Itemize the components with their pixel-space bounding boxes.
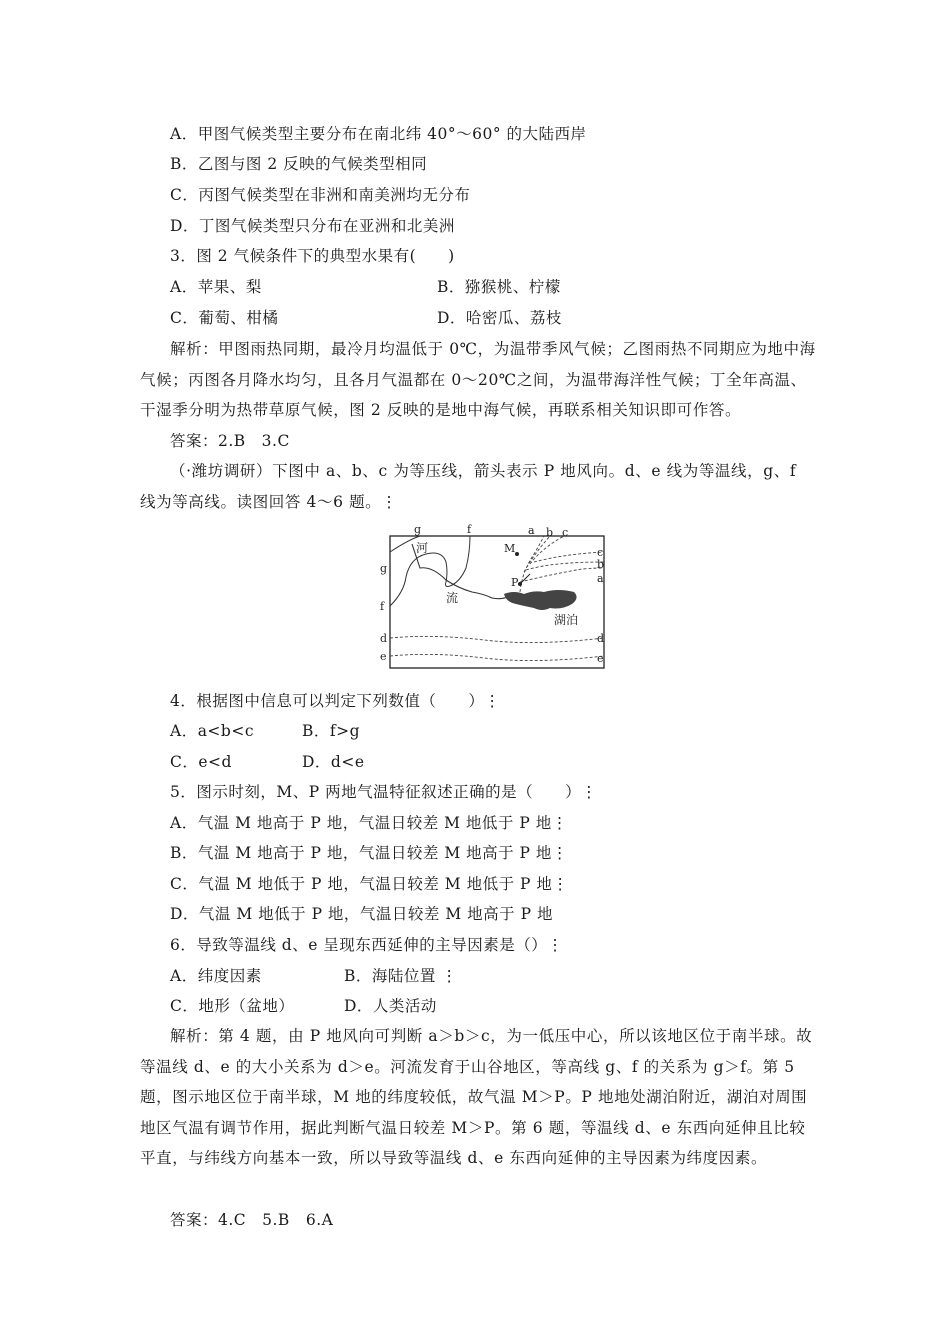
q5-option-b: B．气温 M 地高于 P 地，气温日较差 M 地高于 P 地⋮ xyxy=(170,844,568,862)
label-g-top: g xyxy=(414,523,422,536)
label-a-top: a xyxy=(528,524,535,537)
isobar-c xyxy=(530,536,564,564)
q6-option-d: D．人类活动 xyxy=(344,997,437,1015)
label-f-top: f xyxy=(467,523,472,536)
q6-option-a: A．纬度因素 xyxy=(170,967,262,985)
q2-option-a: A．甲图气候类型主要分布在南北纬 40°～60° 的大陆西岸 xyxy=(170,125,587,143)
wind-arrow xyxy=(520,574,530,584)
point-m-dot xyxy=(515,552,519,556)
q2-option-d: D．丁图气候类型只分布在亚洲和北美洲 xyxy=(170,217,455,235)
q3-option-a: A．苹果、梨 xyxy=(170,278,262,296)
q3-option-d: D．哈密瓜、荔枝 xyxy=(437,309,562,327)
q5-option-a: A．气温 M 地高于 P 地，气温日较差 M 地低于 P 地⋮ xyxy=(170,814,568,832)
isotherm-d xyxy=(390,636,604,642)
question-intro: （·潍坊调研）下图中 a、b、c 为等压线，箭头表示 P 地风向。d、e 线为等温线，g、f 线为等高线。读图回答 4～6 题。⋮ xyxy=(140,462,797,511)
analysis-q2-q3: 解析：甲图雨热同期，最冷月均温低于 0℃，为温带季风气候；乙图雨热不同期应为地中海气候；丙图各月降水均匀，且各月气温都在 0～20℃之间，为温带海洋性气候；丁全年高温、干湿季分明为热带草原气候，图 2 反映的是地中海气候，再联系相关知识即可作答。 xyxy=(140,340,816,420)
analysis-q4-q6: 解析：第 4 题，由 P 地风向可判断 a＞b＞c，为一低压中心，所以该地区位于南半球。故等温线 d、e 的大小关系为 d＞e。河流发育于山谷地区，等高线 g、f 的关系为 g＞f。第 5 题，图示地区位于南半球，M 地的纬度较低，故气温 M＞P。P 地地处湖泊附近，湖泊对周围地区气温有调节作用，据此判断气温日较差 M＞P。第 6 题，等温线 d、e 东西向延伸且比较平直，与纬线方向基本一致，所以导致等温线 d、e 东西向延伸的主导因素为纬度因素。 xyxy=(140,1027,813,1168)
label-e-left: e xyxy=(380,650,387,663)
label-p: P xyxy=(511,576,519,589)
q3-option-c: C．葡萄、柑橘 xyxy=(170,309,279,327)
q4-option-c: C．e<d xyxy=(170,753,232,771)
label-b-right: b xyxy=(597,558,605,571)
label-c-top: c xyxy=(562,526,569,539)
label-d-right: d xyxy=(597,632,605,645)
label-c-right: c xyxy=(597,546,604,559)
isobar-b xyxy=(524,536,550,572)
label-river-1: 河 xyxy=(416,541,429,555)
q3-option-b: B．猕猴桃、柠檬 xyxy=(437,278,561,296)
isobar-a-east xyxy=(520,568,604,582)
q4-option-d: D．d<e xyxy=(302,753,365,771)
q5-option-d: D．气温 M 地低于 P 地，气温日较差 M 地高于 P 地 xyxy=(170,905,553,923)
q5-option-c: C．气温 M 地低于 P 地，气温日较差 M 地低于 P 地⋮ xyxy=(170,875,569,893)
answer-q4-q6: 答案：4.C 5.B 6.A xyxy=(170,1211,334,1229)
label-a-right: a xyxy=(597,572,604,585)
isobar-isotherm-map xyxy=(374,522,610,680)
answer-q2-q3: 答案：2.B 3.C xyxy=(170,432,290,450)
label-e-right: e xyxy=(597,652,604,665)
q6-option-b: B．海陆位置 ⋮ xyxy=(344,967,458,985)
label-river-2: 流 xyxy=(446,591,459,605)
lake xyxy=(504,590,577,610)
q4-stem: 4．根据图中信息可以判定下列数值（ ）⋮ xyxy=(170,692,501,710)
q5-stem: 5．图示时刻，M、P 两地气温特征叙述正确的是（ ）⋮ xyxy=(170,783,598,801)
q6-option-c: C．地形（盆地） xyxy=(170,997,295,1015)
label-lake: 湖泊 xyxy=(554,613,579,627)
isobar-c-east xyxy=(534,552,604,562)
isobar-b-east xyxy=(526,562,604,570)
q2-option-b: B．乙图与图 2 反映的气候类型相同 xyxy=(170,155,428,173)
q2-option-c: C．丙图气候类型在非洲和南美洲均无分布 xyxy=(170,186,471,204)
label-f-left: f xyxy=(380,600,385,613)
q4-option-a: A．a<b<c xyxy=(170,722,255,740)
isotherm-e xyxy=(390,654,604,660)
q6-stem: 6．导致等温线 d、e 呈现东西延伸的主导因素是（）⋮ xyxy=(170,936,564,954)
q4-option-b: B．f>g xyxy=(302,722,361,740)
label-m: M xyxy=(504,542,516,555)
isobar-a xyxy=(520,536,544,592)
label-g-left: g xyxy=(380,562,388,575)
label-b-top: b xyxy=(546,526,554,539)
q3-stem: 3．图 2 气候条件下的典型水果有( ) xyxy=(170,247,455,265)
label-d-left: d xyxy=(380,632,388,645)
